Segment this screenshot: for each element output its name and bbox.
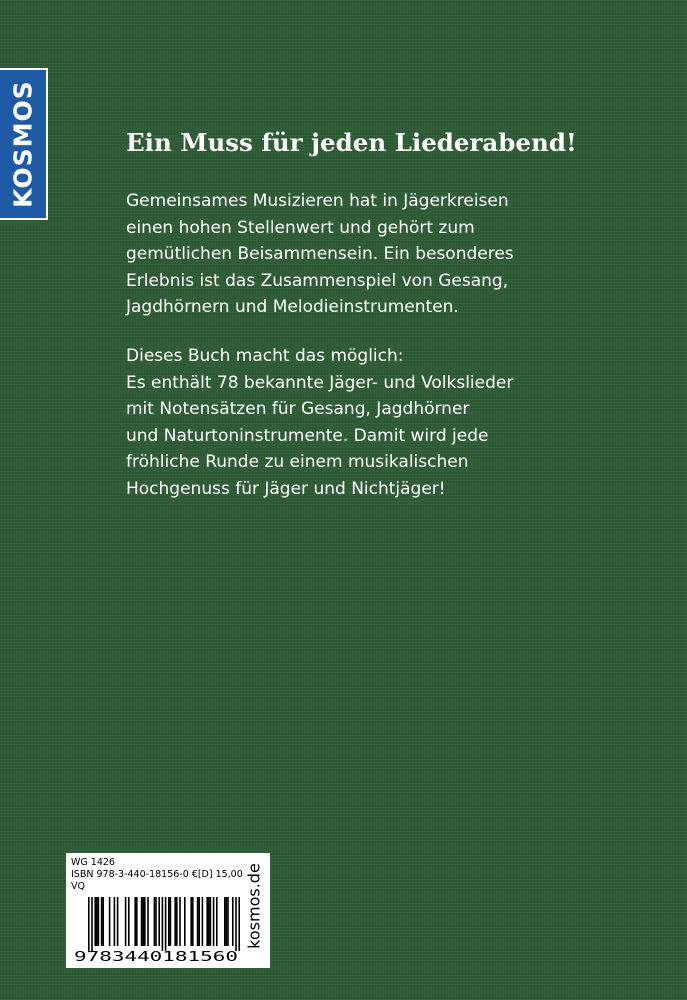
barcode-bar [190,897,192,946]
barcode-bar [198,897,200,946]
barcode-bar [155,897,157,946]
barcode-bar [94,897,96,946]
barcode-bar [206,897,208,946]
barcode-bar [210,897,212,946]
barcode-bar [154,897,156,946]
paragraph-line: Hochgenuss für Jäger und Nichtjäger! [126,478,446,499]
barcode-bar [176,897,178,946]
isbn-barcode [74,897,246,963]
barcode-bar [91,897,93,951]
wg-number: WG 1426 [71,857,115,868]
barcode-bar [147,897,149,946]
website-label [241,849,267,963]
barcode-bar [227,897,229,946]
barcode-digits: 9783440181560 [74,949,238,963]
paragraph-line: Gemeinsames Musizieren hat in Jägerkreisen [126,191,509,211]
barcode-bar [117,897,119,946]
barcode-bar [213,897,215,946]
barcode-bar [226,897,228,946]
kosmos-logo [0,68,48,220]
website-text: kosmos.de [244,863,264,949]
barcode-bar [102,897,104,946]
paragraph-line: Erlebnis ist das Zusammenspiel von Gesang, [126,270,509,291]
barcode-bar [96,897,98,946]
paragraph-line: mit Notensätzen für Gesang, Jagdhörner [126,399,470,419]
barcode-bar [142,897,144,946]
barcode-bar [125,897,127,946]
barcode-bar [197,897,199,946]
paragraph-line: fröhliche Runde zu einem musikalischen [126,452,469,472]
paragraph-line: Dieses Buch macht das möglich: [126,346,404,366]
barcode-bar [136,897,138,946]
barcode-bar [128,897,130,946]
barcode-bar [165,897,167,951]
barcode-bar [141,897,143,946]
paragraph-line: Jagdhörnern und Melodieinstrumenten. [126,297,459,317]
barcode-bar [174,897,176,946]
paragraph-line: einen hohen Stellenwert und gehört zum [126,217,475,238]
barcode-bar [170,897,172,946]
barcode-bar [216,897,218,946]
barcode-bar [179,897,181,946]
barcode-bar [232,897,234,946]
barcode-bar [202,897,204,946]
barcode-bar [168,897,170,946]
description-paragraph-1 [126,188,514,321]
barcode-bar [134,897,136,946]
kosmos-logo-text: KOSMOS [8,80,38,208]
barcode-bar [162,897,164,951]
barcode-bar [184,897,186,946]
description-paragraph-2 [126,343,513,502]
barcode-bar [101,897,103,946]
paragraph-line: und Naturtoninstrumente. Damit wird jede [126,425,489,446]
barcode-bar [224,897,226,946]
barcode-bar [238,897,240,951]
barcode-box [66,853,270,968]
isbn-price: ISBN 978-3-440-18156-0 €[D] 15,00 [71,869,243,880]
barcode-bar [98,897,100,946]
barcode-bar [208,897,210,946]
barcode-bar [88,897,90,951]
headline: Ein Muss für jeden Liederabend! [126,128,577,157]
paragraph-line: gemütlichen Beisammensein. Ein besonderes [126,244,514,264]
paragraph-line: Es enthält 78 bekannte Jäger- und Volkslieder [126,372,514,393]
barcode-bar [114,897,116,946]
barcode-bar [109,897,111,946]
vq-code: VQ [71,881,85,892]
barcode-bar [192,897,194,946]
barcode-bar [144,897,146,946]
barcode-bar [158,897,160,946]
barcode-bar [235,897,237,951]
